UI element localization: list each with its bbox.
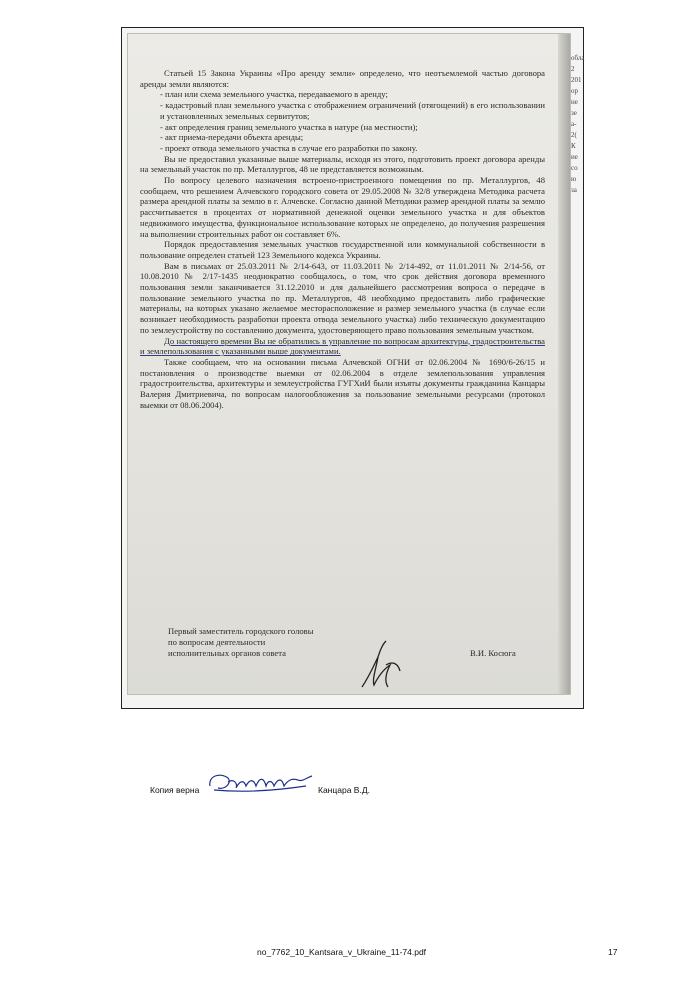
letter-paragraph-not-applied: До настоящего времени Вы не обратились в управление по вопросам архитектуры, градостроительства и землепользования с указанными выше документами. <box>140 335 545 357</box>
letter-list-item: - акт определения границ земельного участка в натуре (на местности); <box>160 121 418 132</box>
letter-list-item: - проект отвода земельного участка в случае его разработки по закону. <box>160 142 418 153</box>
edge-text-line: зе <box>571 109 577 117</box>
edge-text-line: обла <box>571 54 585 62</box>
certified-copy-line <box>150 776 450 806</box>
edge-text-line: К <box>571 142 576 150</box>
letter-list-item: - акт приема-передачи объекта аренды; <box>160 132 304 143</box>
letter-list-item: - план или схема земельного участка, передаваемого в аренду; <box>160 89 388 100</box>
edge-text-line: ю <box>571 175 577 183</box>
edge-text-line: ие <box>571 153 578 161</box>
letter-paragraph-letters: Вам в письмах от 25.03.2011 № 2/14-643, от 11.03.2011 № 2/14-492, от 11.01.2011 № 2/14-56, от 10.08.2010 № 2/17-1435 неоднократно сообщалось, о том, что срок действия договора временного пользования земли заканчивается 31.12.2010 и для дальнейшего рассмотрения вопроса о передаче в пользование земельного участка по пр. Металлургов, 48 необходимо предоставить либо графические материалы, на которых указано желаемое месторасположение и размер земельного участка (в случае если возникает необходимость разработки проекта отвода земельного участка) либо техническую документацию по землеустройству по составлению документа, удостоверяющего право пользования земельным участком. <box>140 260 545 335</box>
signatory-title-block <box>168 626 314 659</box>
official-signature <box>356 635 406 695</box>
signatory-name: В.И. Косюга <box>470 648 516 658</box>
letter-intro: Статьей 15 Закона Украины «Про аренду земли» определено, что неотъемлемой частью договора аренды земли являются: <box>140 68 545 89</box>
letter-paragraph-procedure: Порядок предоставления земельных участков государственной или коммунальной собственности в пользование определен статьей 123 Земельного кодекса Украины. <box>140 239 545 260</box>
document-photo <box>127 33 571 695</box>
letter-list-item: - кадастровый план земельного участка с отображением ограничений (отягощений) в его использовании и установленных земельных сервитутов; <box>160 100 545 121</box>
scanned-document-frame <box>121 27 584 709</box>
edge-text-line: за <box>571 186 577 194</box>
footer-filename: no_7762_10_Kantsara_v_Ukraine_11-74.pdf <box>257 947 427 957</box>
edge-text-line: ор <box>571 87 578 95</box>
photo-shadow-edge <box>558 34 570 694</box>
signatory-title-line: исполнительных органов совета <box>168 648 286 658</box>
footer-page-number: 17 <box>608 947 618 957</box>
edge-text-line: со <box>571 164 578 172</box>
certified-copy-label: Копия верна <box>150 785 200 795</box>
edge-text-line: а- <box>571 120 577 128</box>
letter-paragraph-also: Также сообщаем, что на основании письма Алчевской ОГНИ от 02.06.2004 № 1690/6-26/15 и постановления о производстве выемки от 02.06.2004 в отделе землепользования управления градостроительства, архитектуры и землеустройства ГУГХиИ были изъяты документы гражданина Канцары Валерия Дмитриевича, по вопросам налогообложения за пользование земельными ресурсами (протокол выемки от 08.06.2004). <box>140 356 545 410</box>
signatory-title-line: Первый заместитель городского головы <box>168 626 314 636</box>
letter-paragraph-materials: Вы не предоставил указанные выше материалы, исходя из этого, подготовить проект договора аренды на земельный участок по пр. Металлургов, 48 не представляется возможным. <box>140 153 545 175</box>
edge-text-line: 2( <box>571 131 577 139</box>
adjacent-page-edge <box>571 53 583 353</box>
letter-body <box>140 68 545 411</box>
edge-text-line: 2 201 <box>571 65 582 84</box>
handwritten-signature <box>206 768 316 798</box>
certified-copy-name: Канцара В.Д. <box>318 785 370 795</box>
letter-paragraph-purpose: По вопросу целевого назначения встроено-пристроенного помещения по пр. Металлургов, 48 сообщаем, что решением Алчевского городского совета от 29.05.2008 № 32/8 утверждена Методика расчета размера арендной платы за землю в г. Алчевске. Согласно данной Методики размер арендной платы за землю рассчитывается в процентах от нормативной денежной оценки земельного участка и для объектов недвижимого имущества, функциональное использование которых не определено, до получения разрешения на выполнении строительных работ он составляет 6%. <box>140 175 545 239</box>
signatory-title-line: по вопросам деятельности <box>168 637 266 647</box>
edge-text-line: не <box>571 98 578 106</box>
